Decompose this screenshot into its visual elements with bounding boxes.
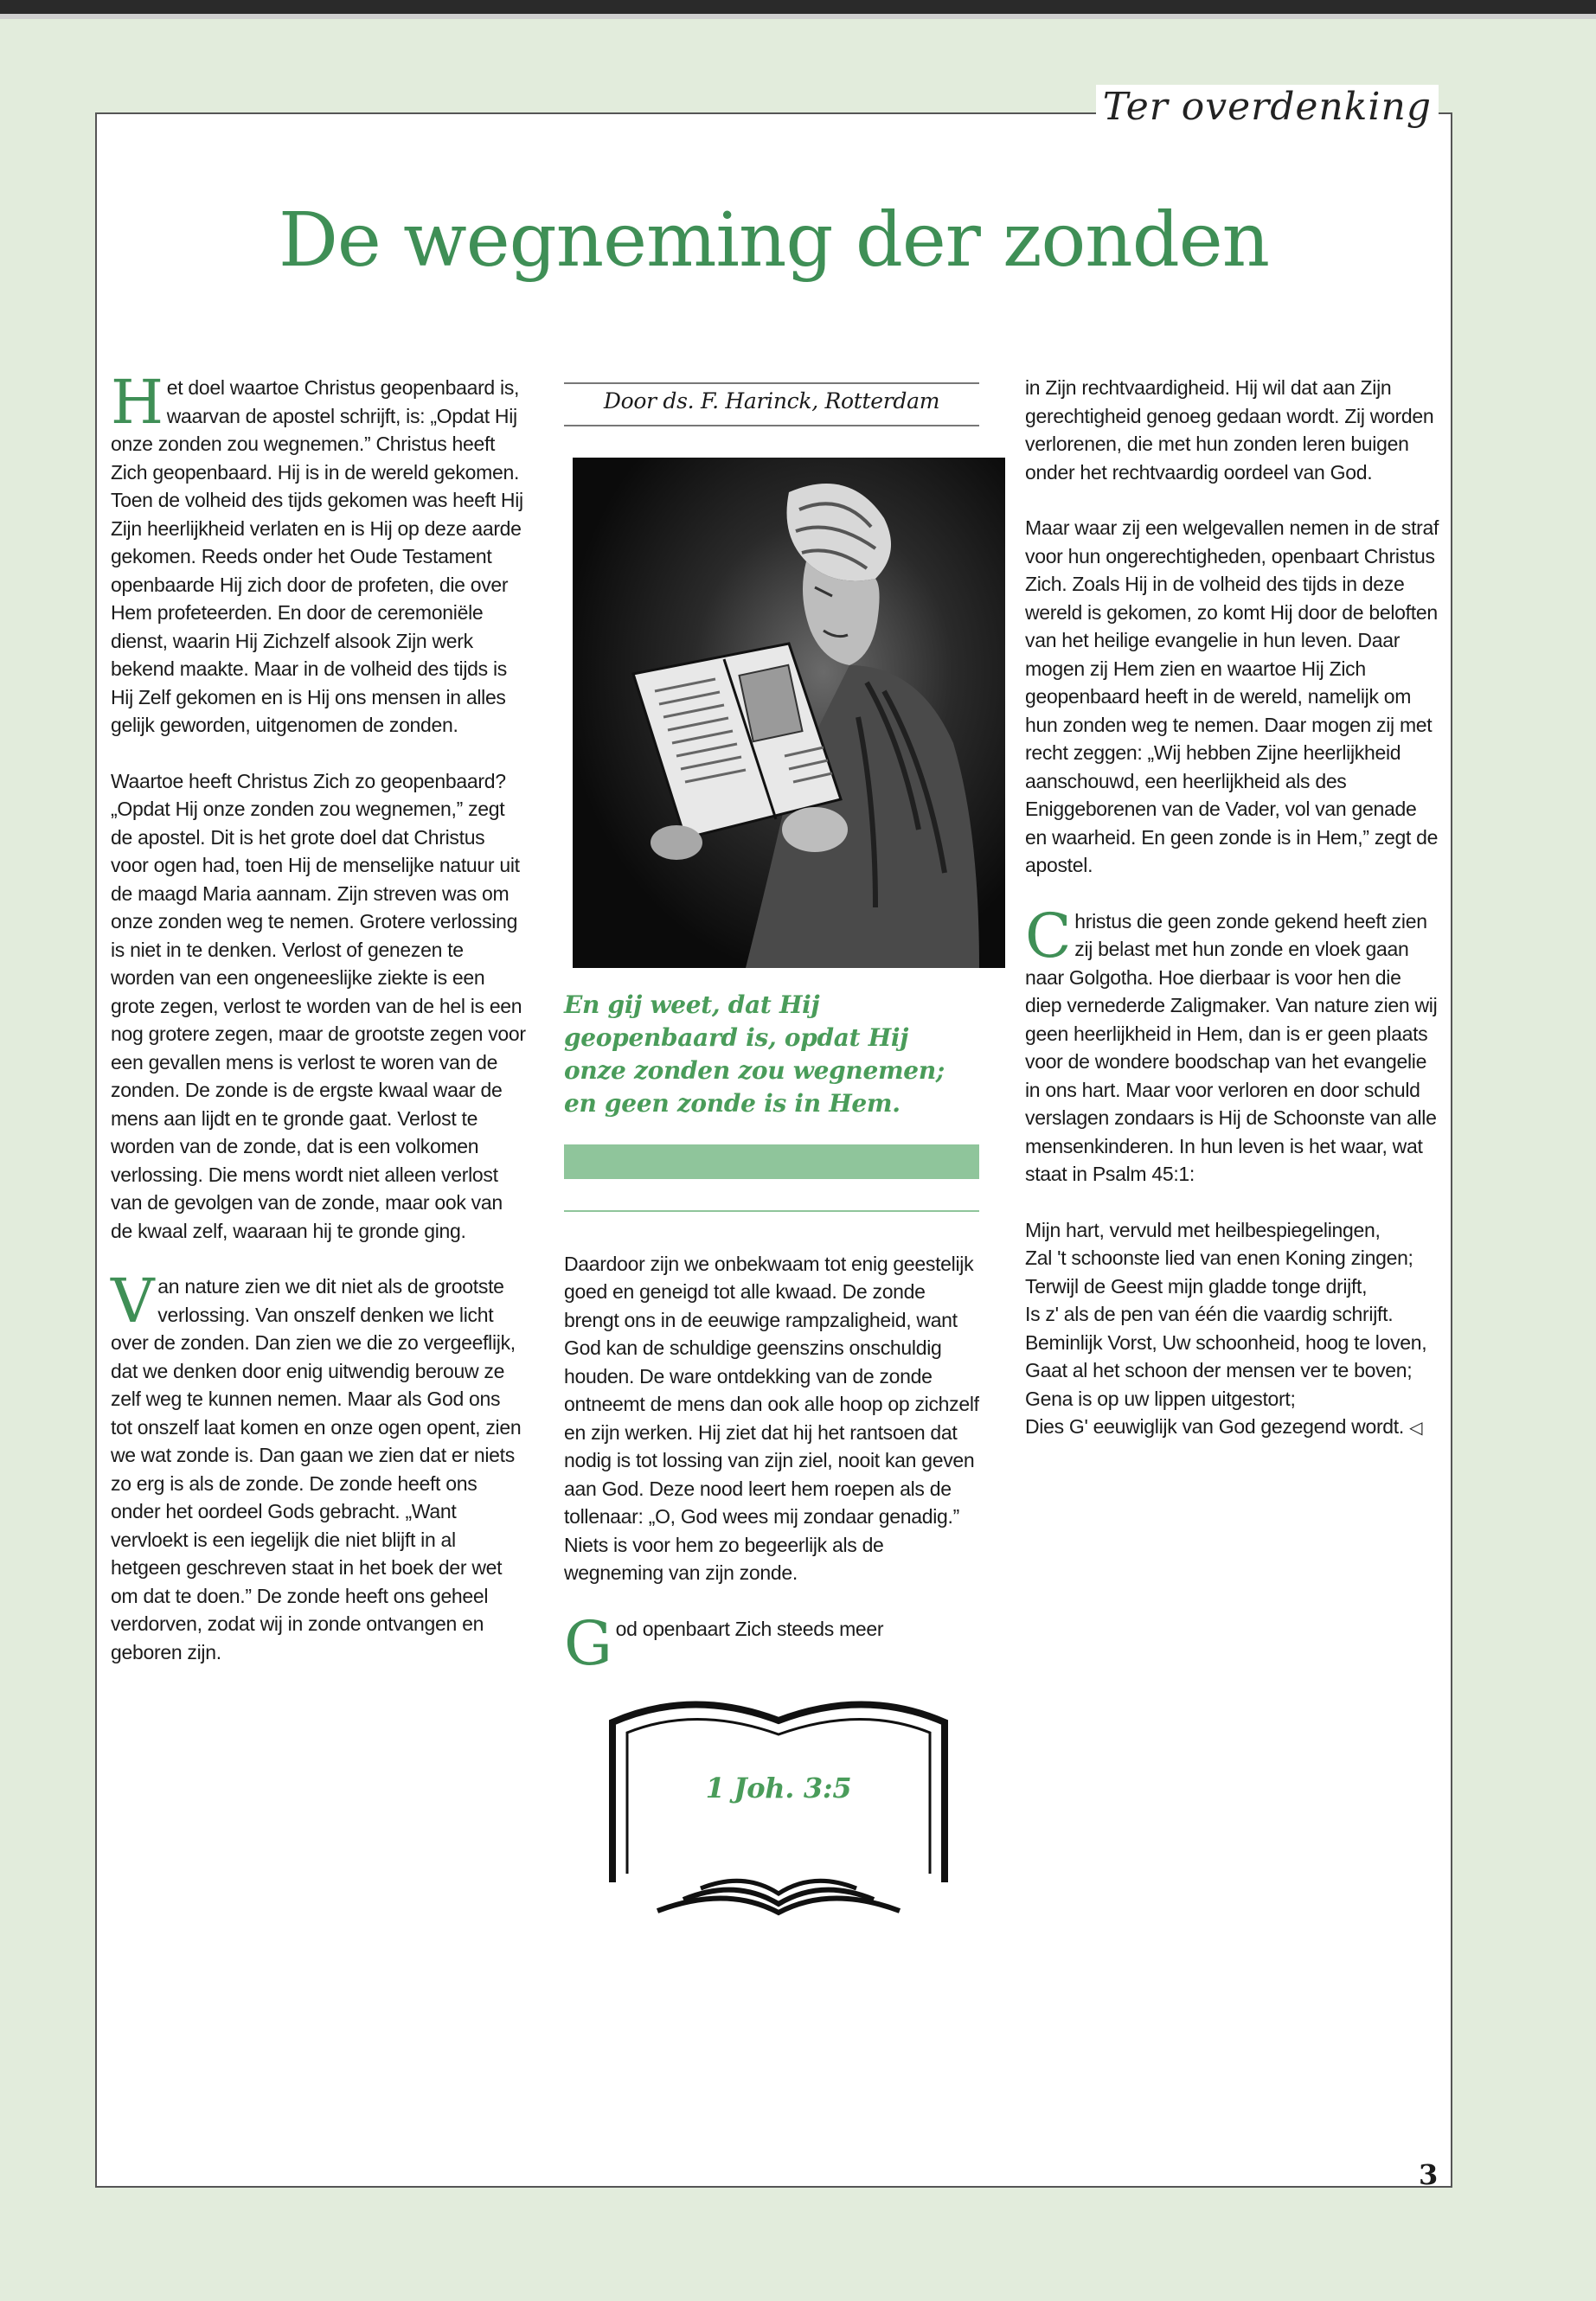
pull-quote: En gij weet, dat Hij geopenbaard is, opdat Hij onze zonden zou wegnemen; en geen zonde is in Hem.	[564, 990, 945, 1118]
column-2	[564, 374, 979, 1921]
page-number: 3	[1419, 2158, 1439, 2191]
column-3	[1025, 374, 1440, 1443]
paragraph: in Zijn rechtvaardigheid. Hij wil dat aan Zijn gerechtigheid genoeg gedaan wordt. Zij worden verlorenen, die met hun zonden leren buigen onder het rechtvaardig oordeel van God.	[1025, 376, 1434, 484]
psalm-verse	[1025, 1216, 1440, 1443]
byline: Door ds. F. Harinck, Rotterdam	[564, 382, 979, 426]
psalm-line: Beminlijk Vorst, Uw schoonheid, hoog te loven,	[1025, 1330, 1427, 1354]
quote-divider-bar	[564, 1144, 979, 1179]
psalm-line: Terwijl de Geest mijn gladde tonge drijft,	[1025, 1274, 1368, 1298]
paragraph: Waartoe heeft Christus Zich zo geopenbaard? „Opdat Hij onze zonden zou wegnemen,” zegt de apostel. Dit is het grote doel dat Christus voor ogen had, toen Hij de menselijke natuur uit de maagd Maria aannam. Zijn streven was om onze zonden weg te nemen. Grotere verlossing is niet in te denken. Verlost of genezen te worden van een ongeneeslijke ziekte is een grote zegen, verlost te worden van de hel is een nog grotere zegen, maar de grootste zegen voor een gevallen mens is verlost te woren van de zonden. De zonde is de ergste kwaal waar de mens aan lijdt en te gronde gaat. Verlost te worden van de zonde, dat is een volkomen verlossing. Die mens wordt niet alleen verlost van de gevolgen van de zonde, maar ook van de kwaal zelf, waaraan hij te gronde ging.	[111, 769, 526, 1242]
bible-reference: 1 Joh. 3:5	[705, 1772, 852, 1804]
paragraph: Van nature zien we dit niet als de grootste verlossing. Van onszelf denken we licht over de zonden. Dan zien we die zo vergeeflijk, dat we denken door enig uitwendig berouw ze zelf weg te kunnen nemen. Maar als God ons tot onszelf laat komen en onze ogen opent, zien we wat zonde is. Dan gaan we zien dat er niets zo erg is als de zonde. De zonde heeft ons onder het oordeel Gods gebracht. „Want vervloekt is een iegelijk die niet blijft in al hetgeen geschreven staat in het boek der wet om dat te doen.” De zonde heeft ons geheel verdorven, zodat wij in zonde ontvangen en geboren zijn.	[111, 1266, 522, 1663]
divider-line	[564, 1210, 979, 1212]
paragraph: Christus die geen zonde gekend heeft zien zij belast met hun zonde en vloek gaan naar Golgotha. Hoe dierbaar is voor hen die diep vernederde Zaligmaker. Van nature zien wij geen heerlijkheid in Hem, dan is er geen plaats voor de wondere boodschap van het evangelie in ons hart. Maar voor verloren en door schuld verslagen zondaars is Hij de Schoonste van alle mensenkinderen. In hun leven is het waar, wat staat in Psalm 45:1:	[1025, 900, 1438, 1185]
paragraph: Het doel waartoe Christus geopenbaard is, waarvan de apostel schrijft, is: „Opdat Hij onze zonden zou wegnemen.” Christus heeft Zich geopenbaard. Hij is in de wereld gekomen. Toen de volheid des tijds gekomen was heeft Hij Zijn heerlijkheid verlaten en is Hij op deze aarde gekomen. Reeds onder het Oude Testament openbaarde Hij zich door de profeten, die over Hem profeteerden. En door de ceremoniële dienst, waarin Hij Zichzelf alsook Zijn werk bekend maakte. Maar in de volheid des tijds is Hij Zelf gekomen en is Hij ons mensen in alles gelijk geworden, uitgenomen de zonden.	[111, 367, 523, 736]
column-1	[111, 367, 526, 1694]
scan-top-edge	[0, 0, 1596, 19]
psalm-line: Dies G' eeuwiglijk van God gezegend wordt. ◁	[1025, 1415, 1423, 1438]
drop-cap: H	[111, 367, 163, 438]
psalm-line: Gaat al het schoon der mensen ver te boven;	[1025, 1359, 1413, 1381]
reader-illustration	[573, 458, 1005, 968]
paragraph: Daardoor zijn we onbekwaam tot enig geestelijk goed en geneigd tot alle kwaad. De zonde brengt ons in de eeuwige rampzaligheid, want God kan de schuldige geenszins onschuldig houden. De ware ontdekking van de zonde ontneemt de mens dan ook alle hoop op zichzelf en zijn werken. Hij ziet dat hij het rantsoen dat nodig is tot lossing van zijn ziel, nooit kan geven aan God. Deze nood leert hem roepen als de tollenaar: „O, God wees mij zondaar genadig.” Niets is voor hem zo begeerlijk als de wegneming van zijn zonde.	[564, 1252, 979, 1584]
drop-cap: G	[564, 1607, 612, 1679]
end-mark-icon: ◁	[1409, 1419, 1423, 1438]
drop-cap: C	[1025, 900, 1072, 971]
drop-cap: V	[111, 1266, 155, 1336]
psalm-line: Zal 't schoonste lied van enen Koning zingen;	[1025, 1247, 1413, 1269]
open-book-ornament	[597, 1670, 960, 1921]
article-frame	[95, 85, 1452, 2188]
paragraph: God openbaart Zich steeds meer	[564, 1607, 884, 1679]
section-label: Ter overdenking	[1096, 85, 1439, 129]
psalm-line: Mijn hart, vervuld met heilbespiegelingen,	[1025, 1218, 1381, 1241]
psalm-line: Is z' als de pen van één die vaardig schrijft.	[1025, 1303, 1394, 1325]
psalm-line: Gena is op uw lippen uitgestort;	[1025, 1387, 1296, 1410]
article-title: De wegneming der zonden	[278, 197, 1270, 284]
paragraph: Maar waar zij een welgevallen nemen in de straf voor hun ongerechtigheden, openbaart Christus Zich. Zoals Hij in de volheid des tijds in deze wereld is gekomen, zo komt Hij door de beloften van het heilige evangelie in hun leven. Daar mogen zij Hem zien en waartoe Hij Zich geopenbaard heeft in de wereld, namelijk om hun zonden weg te nemen. Daar mogen zij met recht zeggen: „Wij hebben Zijne heerlijkheid aanschouwd, een heerlijkheid als des Eniggeborenen van de Vader, vol van genade en waarheid. En geen zonde is in Hem,” zegt de apostel.	[1025, 516, 1439, 876]
